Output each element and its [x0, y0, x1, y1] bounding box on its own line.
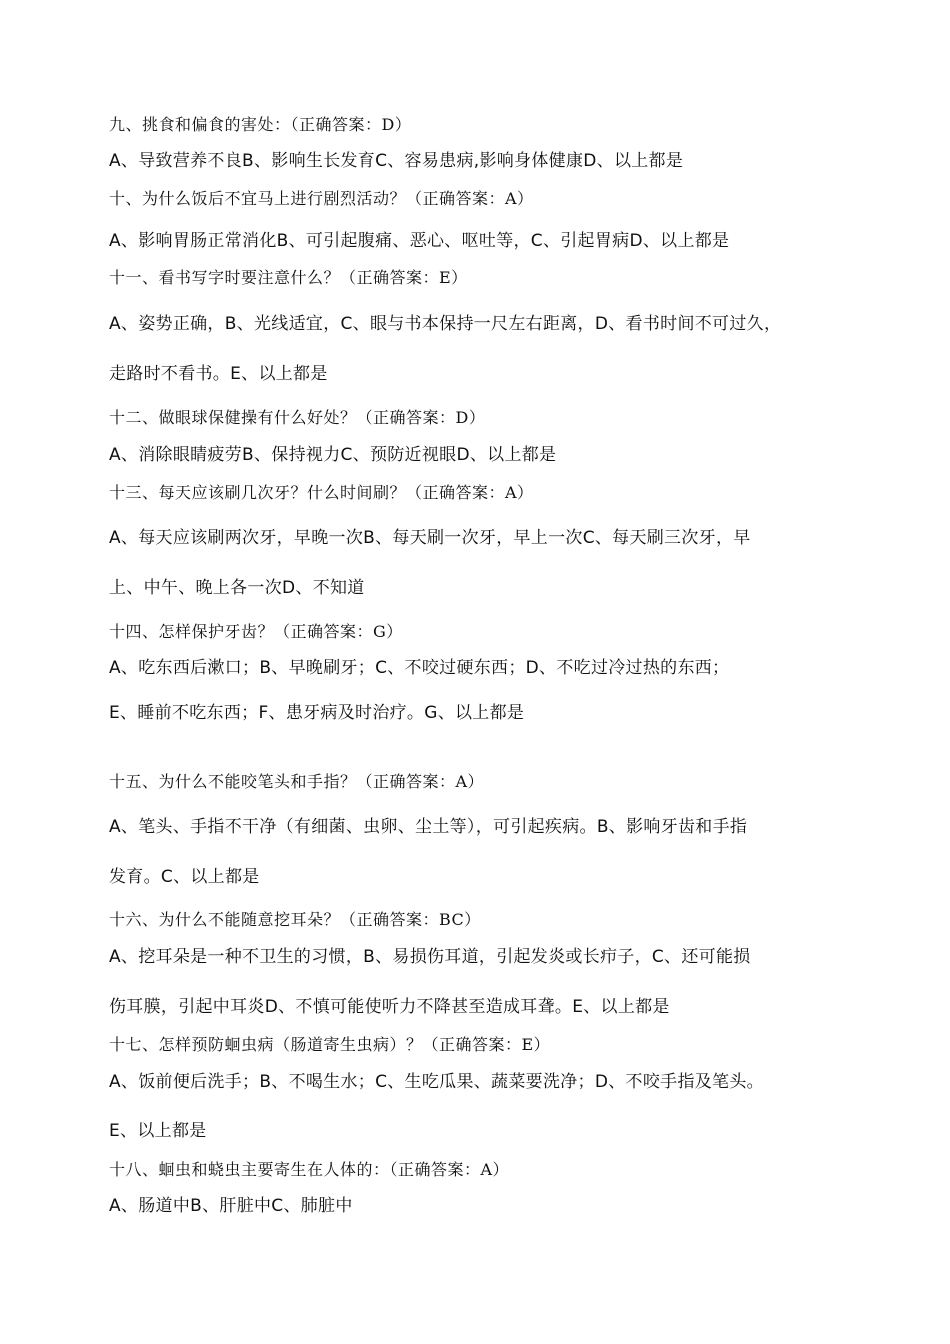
answer-14-line-1: A、吃东西后漱口；B、早晚刷牙；C、不咬过硬东西；D、不吃过冷过热的东西；	[109, 658, 730, 678]
answer-14-line-2: E、睡前不吃东西；F、患牙病及时治疗。G、以上都是	[109, 703, 525, 723]
answer-11-line-2: 走路时不看书。E、以上都是	[109, 364, 328, 384]
question-18: 十八、蛔虫和蛲虫主要寄生在人体的：（正确答案：A）	[109, 1160, 510, 1179]
answer-16-line-1: A、挖耳朵是一种不卫生的习惯，B、易损伤耳道，引起发炎或长疖子，C、还可能损	[109, 947, 751, 967]
answer-9-line-1: A、导致营养不良B、影响生长发育C、容易患病,影响身体健康D、以上都是	[109, 151, 684, 171]
question-10: 十、为什么饭后不宜马上进行剧烈活动？（正确答案：A）	[109, 189, 534, 208]
question-9: 九、挑食和偏食的害处：（正确答案：D）	[109, 115, 412, 134]
question-14: 十四、怎样保护牙齿？（正确答案：G）	[109, 622, 403, 641]
answer-17-line-1: A、饭前便后洗手；B、不喝生水；C、生吃瓜果、蔬菜要洗净；D、不咬手指及笔头。	[109, 1072, 764, 1092]
question-11: 十一、看书写字时要注意什么？（正确答案：E）	[109, 268, 468, 287]
answer-11-line-1: A、姿势正确，B、光线适宜，C、眼与书本保持一尺左右距离，D、看书时间不可过久，	[109, 314, 782, 334]
answer-18-line-1: A、肠道中B、肝脏中C、肺脏中	[109, 1196, 353, 1216]
question-15: 十五、为什么不能咬笔头和手指？（正确答案：A）	[109, 772, 485, 791]
answer-15-line-2: 发育。C、以上都是	[109, 867, 260, 887]
question-16: 十六、为什么不能随意挖耳朵？（正确答案：BC）	[109, 910, 481, 929]
question-17: 十七、怎样预防蛔虫病（肠道寄生虫病）？（正确答案：E）	[109, 1035, 551, 1054]
answer-13-line-1: A、每天应该刷两次牙，早晚一次B、每天刷一次牙，早上一次C、每天刷三次牙，早	[109, 528, 751, 548]
answer-10-line-1: A、影响胃肠正常消化B、可引起腹痛、恶心、呕吐等，C、引起胃病D、以上都是	[109, 231, 730, 251]
answer-16-line-2: 伤耳膜，引起中耳炎D、不慎可能使听力不降甚至造成耳聋。E、以上都是	[109, 997, 670, 1017]
answer-15-line-1: A、笔头、手指不干净（有细菌、虫卵、尘土等），可引起疾病。B、影响牙齿和手指	[109, 817, 748, 837]
question-13: 十三、每天应该刷几次牙？什么时间刷？（正确答案：A）	[109, 483, 534, 502]
answer-12-line-1: A、消除眼睛疲劳B、保持视力C、预防近视眼D、以上都是	[109, 445, 557, 465]
answer-13-line-2: 上、中午、晚上各一次D、不知道	[109, 578, 365, 598]
question-12: 十二、做眼球保健操有什么好处？（正确答案：D）	[109, 408, 486, 427]
answer-17-line-2: E、以上都是	[109, 1121, 207, 1141]
